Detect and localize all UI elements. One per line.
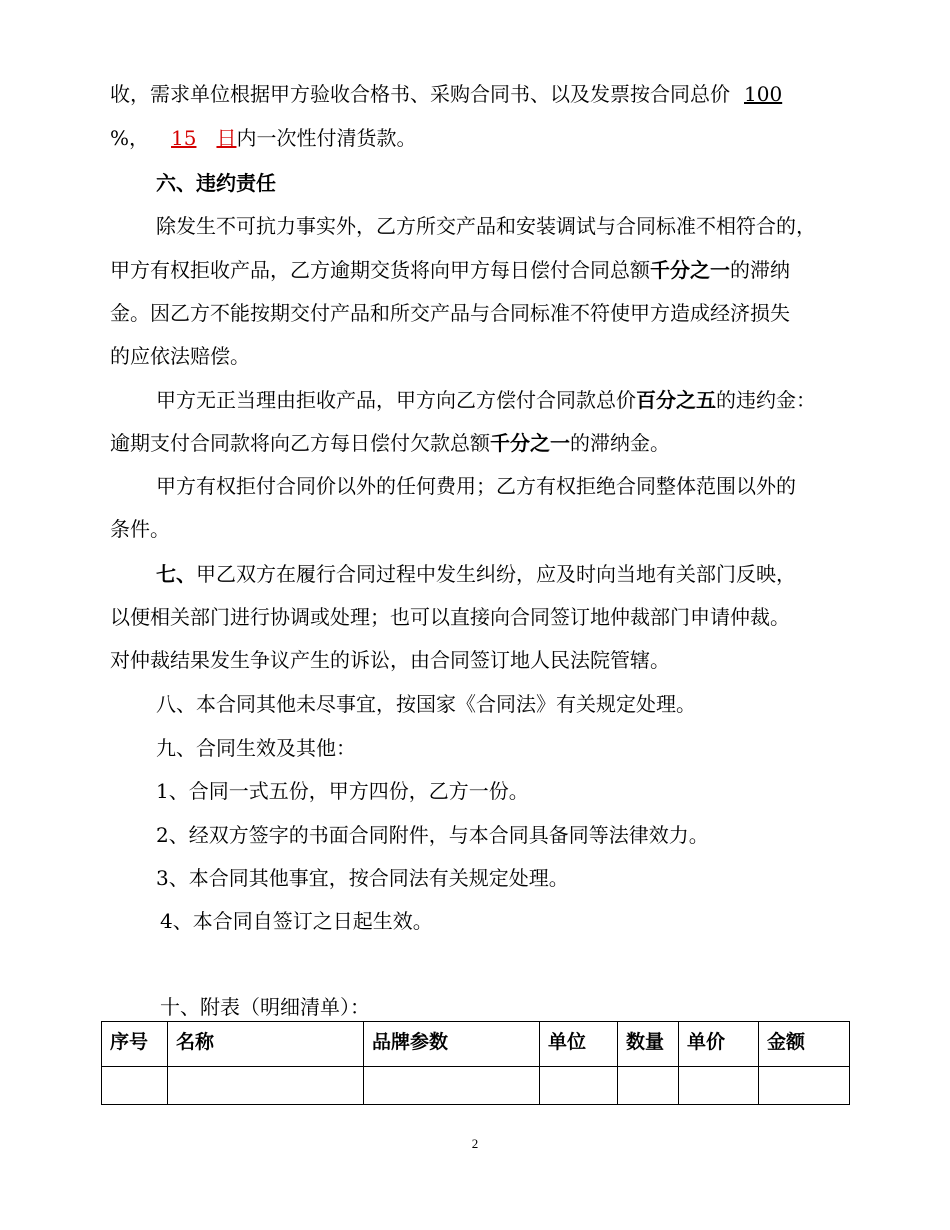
- col-header-brand-spec: 品牌参数: [364, 1022, 540, 1067]
- col-header-index: 序号: [102, 1022, 168, 1067]
- section6-p1-line1: 除发生不可抗力事实外，乙方所交产品和安装调试与合同标准不相符合的，: [156, 214, 816, 238]
- table-cell: [168, 1067, 364, 1105]
- section6-p2-line1: 甲方无正当理由拒收产品，甲方向乙方偿付合同款总价百分之五的违约金：: [156, 388, 816, 412]
- section6-p1-line2: 甲方有权拒收产品，乙方逾期交货将向甲方每日偿付合同总额千分之一的滞纳: [110, 258, 790, 282]
- table-cell: [618, 1067, 679, 1105]
- section6-p3-line1: 甲方有权拒付合同价以外的任何费用；乙方有权拒绝合同整体范围以外的: [156, 474, 796, 498]
- payment-text: 收，需求单位根据甲方验收合格书、采购合同书、以及发票按合同总价: [110, 82, 730, 106]
- section8-text: 八、本合同其他未尽事宜，按国家《合同法》有关规定处理。: [156, 692, 696, 716]
- payment-line-2: [110, 124, 416, 152]
- table-cell: [759, 1067, 850, 1105]
- penalty-rate-text: 千分之一: [650, 258, 730, 282]
- section7-line2: 以便相关部门进行协调或处理；也可以直接向合同签订地仲裁部门申请仲裁。: [110, 605, 790, 629]
- days-field: 15 日: [171, 126, 237, 150]
- table-cell: [364, 1067, 540, 1105]
- col-header-amount: 金额: [759, 1022, 850, 1067]
- section6-p1-line4: 的应依法赔偿。: [110, 344, 250, 368]
- percent-sign: %，: [110, 126, 150, 150]
- section7-line3: 对仲裁结果发生争议产生的诉讼，由合同签订地人民法院管辖。: [110, 648, 670, 672]
- section9-item-4: 4、本合同自签订之日起生效。: [160, 909, 433, 933]
- section9-item-3: 3、本合同其他事宜，按合同法有关规定处理。: [156, 866, 569, 890]
- section9-item-2: 2、经双方签字的书面合同附件，与本合同具备同等法律效力。: [156, 823, 709, 847]
- table-row: [102, 1067, 850, 1105]
- payment-line-1: [110, 80, 806, 108]
- section10-heading: 十、附表（明细清单）：: [160, 995, 370, 1019]
- percent-field: 100: [744, 82, 783, 106]
- payment-clause-end: 内一次性付清货款。: [236, 126, 417, 150]
- section9-heading: 九、合同生效及其他：: [156, 736, 356, 760]
- section6-p2-line2: 逾期支付合同款将向乙方每日偿付欠款总额千分之一的滞纳金。: [110, 431, 670, 455]
- breach-rate-text: 百分之五: [636, 388, 716, 412]
- section6-p1-line3: 金。因乙方不能按期交付产品和所交产品与合同标准不符使甲方造成经济损失: [110, 301, 790, 325]
- table-header-row: [102, 1022, 850, 1067]
- section7-label: 七、: [156, 562, 196, 586]
- table-cell: [540, 1067, 618, 1105]
- col-header-quantity: 数量: [618, 1022, 679, 1067]
- detail-table: [101, 1021, 850, 1105]
- table-cell: [102, 1067, 168, 1105]
- section6-heading: 六、违约责任: [156, 171, 276, 195]
- section7-line1: 七、甲乙双方在履行合同过程中发生纠纷，应及时向当地有关部门反映，: [156, 562, 796, 586]
- late-rate-text: 千分之一: [490, 431, 570, 455]
- col-header-unit: 单位: [540, 1022, 618, 1067]
- section9-item-1: 1、合同一式五份，甲方四份，乙方一份。: [156, 779, 529, 803]
- page-number: 2: [471, 1136, 479, 1151]
- col-header-name: 名称: [168, 1022, 364, 1067]
- table-cell: [679, 1067, 759, 1105]
- col-header-unit-price: 单价: [679, 1022, 759, 1067]
- section6-p3-line2: 条件。: [110, 517, 170, 541]
